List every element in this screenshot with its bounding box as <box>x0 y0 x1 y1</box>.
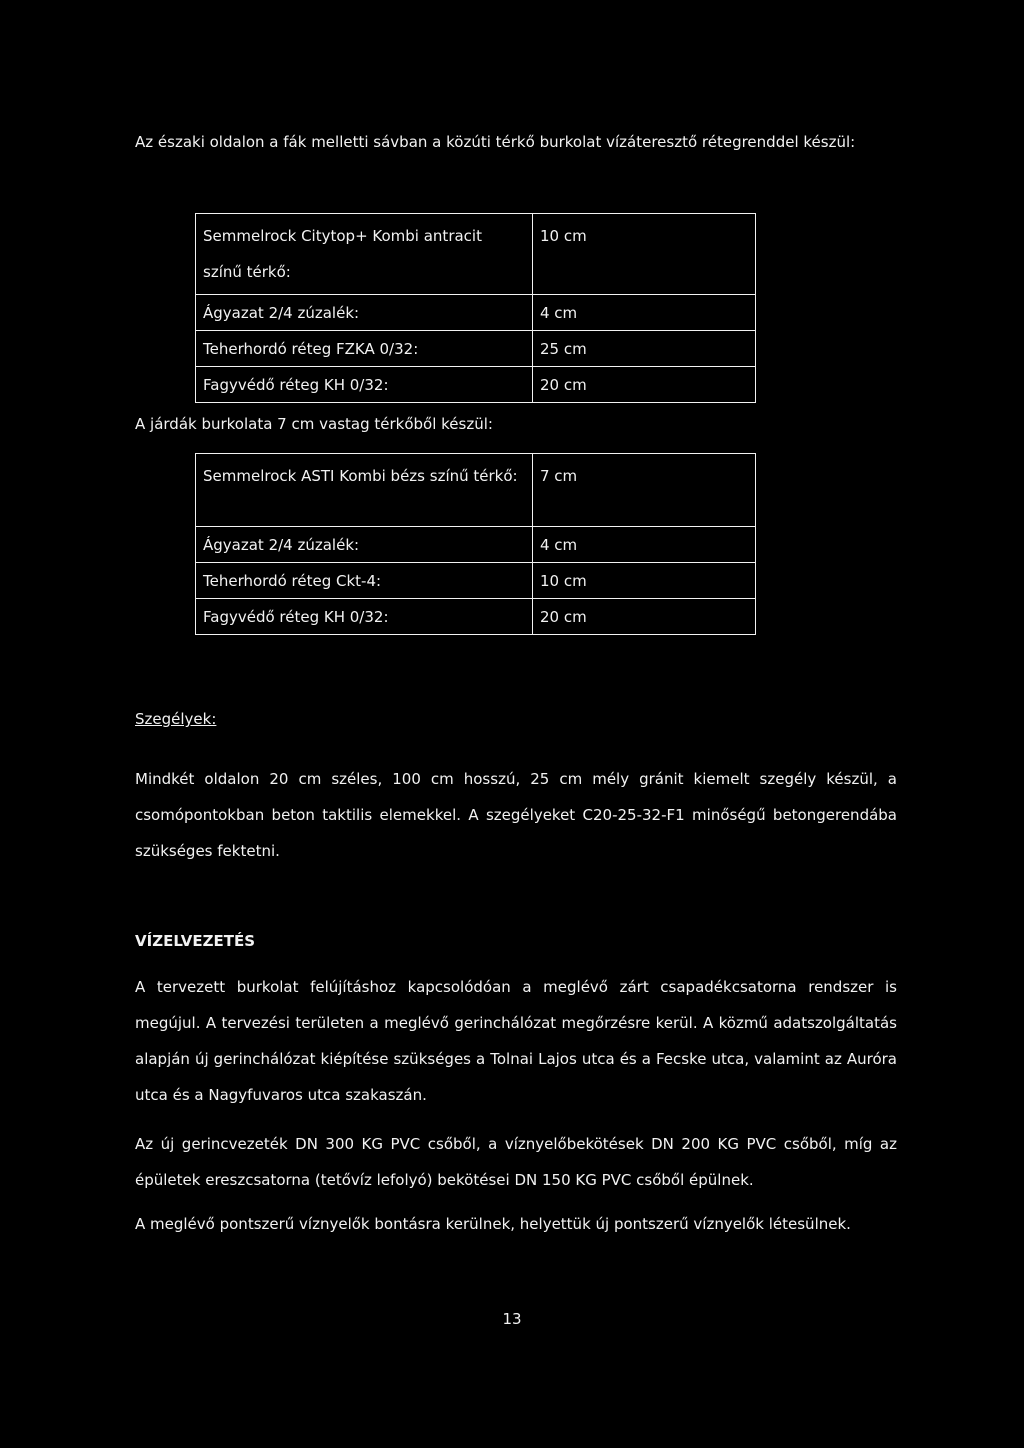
drainage-paragraph-1: A tervezett burkolat felújításhoz kapcsolódóan a meglévő zárt csapadékcsatorna rendszer is megújul. A tervezési területen a meglévő gerinchálózat megőrzésre kerül. A közmű adatszolgáltatás alapján új gerinchálózat kiépítése szükséges a Tolnai Lajos utca és a Fecske utca, valamint az Auróra utca és a Nagyfuvaros utca szakaszán. <box>135 978 897 1104</box>
page-number: 13 <box>502 1310 522 1328</box>
layer-thickness: 20 cm <box>533 599 756 635</box>
layer-thickness: 20 cm <box>533 367 756 403</box>
intro-paragraph: Az északi oldalon a fák melletti sávban a közúti térkő burkolat vízáteresztő rétegrenddel készül: <box>135 133 856 151</box>
table-row <box>196 563 756 599</box>
drainage-paragraph-2: Az új gerincvezeték DN 300 KG PVC csőből, a víznyelőbekötések DN 200 KG PVC csőből, míg az épületek ereszcsatorna (tetővíz lefolyó) bekötései DN 150 KG PVC csőből épülnek. <box>135 1135 897 1189</box>
drainage-paragraph-3: A meglévő pontszerű víznyelők bontásra kerülnek, helyettük új pontszerű víznyelők létesülnek. <box>135 1215 851 1233</box>
table-row <box>196 367 756 403</box>
layer-thickness: 4 cm <box>533 527 756 563</box>
layer-thickness: 7 cm <box>533 454 756 527</box>
layer-thickness: 4 cm <box>533 295 756 331</box>
table-row <box>196 599 756 635</box>
drainage-heading: VÍZELVEZETÉS <box>135 932 256 950</box>
table-row <box>196 454 756 527</box>
sidewalk-layer-table <box>195 453 756 635</box>
curbs-heading: Szegélyek: <box>135 710 217 728</box>
sidewalk-intro: A járdák burkolata 7 cm vastag térkőből készül: <box>135 415 493 433</box>
layer-material: Teherhordó réteg FZKA 0/32: <box>196 331 533 367</box>
layer-thickness: 25 cm <box>533 331 756 367</box>
table-row <box>196 295 756 331</box>
table-row <box>196 527 756 563</box>
curbs-paragraph: Mindkét oldalon 20 cm széles, 100 cm hosszú, 25 cm mély gránit kiemelt szegély készül, a csomópontokban beton taktilis elemekkel. A szegélyeket C20-25-32-F1 minőségű betongerendába szükséges fektetni. <box>135 770 897 860</box>
layer-material: Ágyazat 2/4 zúzalék: <box>196 295 533 331</box>
layer-material: Fagyvédő réteg KH 0/32: <box>196 599 533 635</box>
layer-material: Semmelrock Citytop+ Kombi antracit színű térkő: <box>196 214 533 295</box>
layer-material: Semmelrock ASTI Kombi bézs színű térkő: <box>196 454 533 527</box>
road-layer-table <box>195 213 756 403</box>
layer-material: Ágyazat 2/4 zúzalék: <box>196 527 533 563</box>
layer-material: Teherhordó réteg Ckt-4: <box>196 563 533 599</box>
table-row <box>196 331 756 367</box>
layer-thickness: 10 cm <box>533 563 756 599</box>
layer-material: Fagyvédő réteg KH 0/32: <box>196 367 533 403</box>
layer-thickness: 10 cm <box>533 214 756 295</box>
table-row <box>196 214 756 295</box>
